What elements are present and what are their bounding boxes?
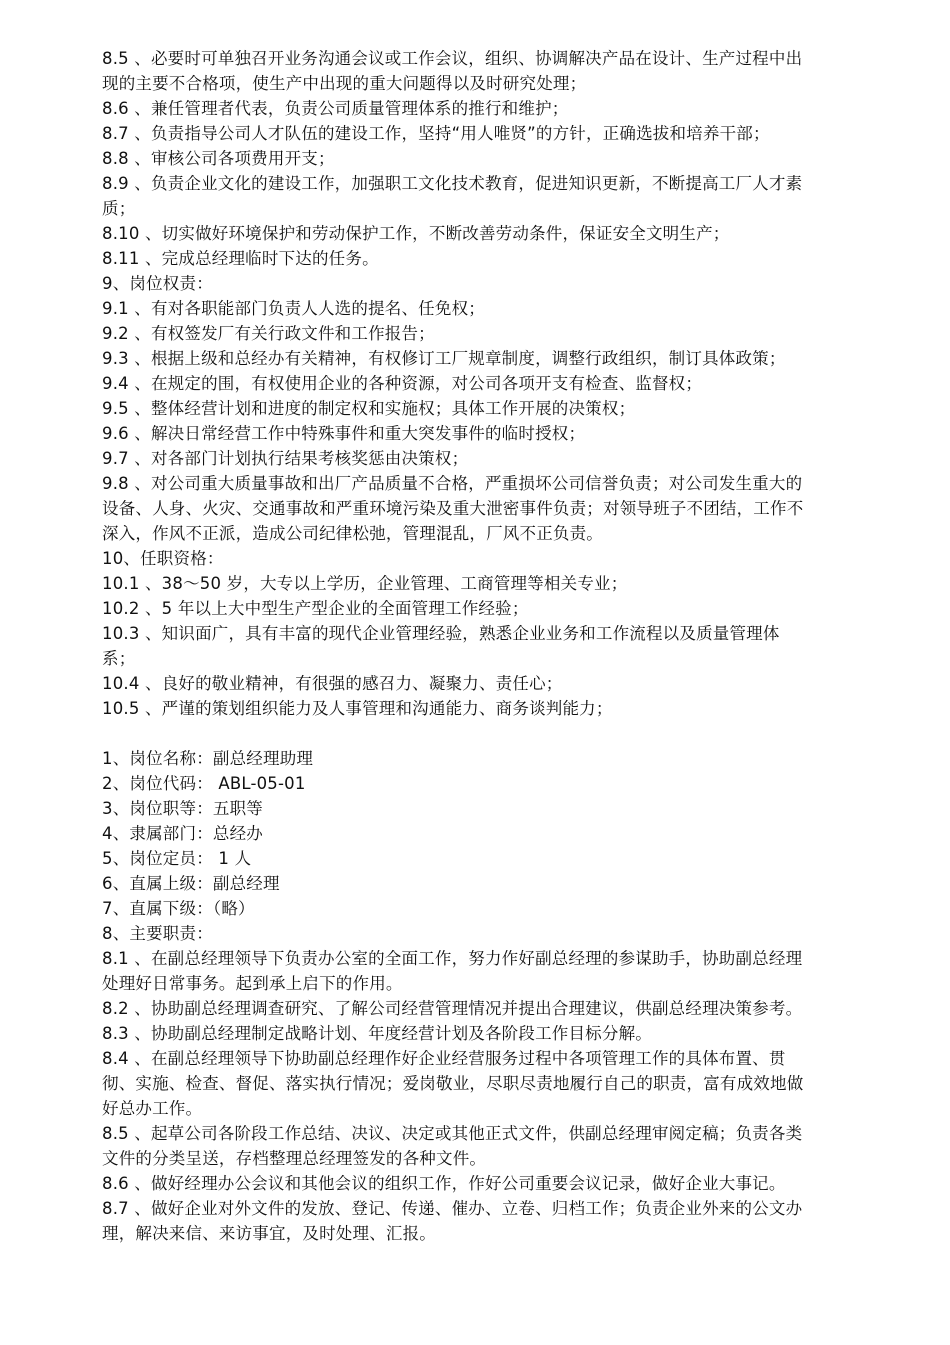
paragraph: 9.8 、对公司重大质量事故和出厂产品质量不合格，严重损坏公司信誉负责；对公司发生重大的设备、人身、火灾、交通事故和严重环境污染及重大泄密事件负责；对领导班子不团结，工作不深入，作风不正派，造成公司纪律松弛，管理混乱，厂风不正负责。 bbox=[102, 474, 804, 543]
field-direct-superior: 6、直属上级：副总经理 bbox=[102, 874, 280, 893]
field-direct-subordinate: 7、直属下级：（略） bbox=[102, 899, 255, 918]
paragraph: 10.1 、38～50 岁，大专以上学历，企业管理、工商管理等相关专业； bbox=[102, 574, 628, 593]
paragraph: 8.10 、切实做好环境保护和劳动保护工作，不断改善劳动条件，保证安全文明生产； bbox=[102, 224, 730, 243]
field-position-name: 1、岗位名称：副总经理助理 bbox=[102, 749, 314, 768]
field-department: 4、隶属部门：总经办 bbox=[102, 824, 263, 843]
paragraph: 9.5 、整体经营计划和进度的制定权和实施权；具体工作开展的决策权； bbox=[102, 399, 636, 418]
paragraph: 8.5 、必要时可单独召开业务沟通会议或工作会议，组织、协调解决产品在设计、生产过程中出现的主要不合格项，使生产中出现的重大问题得以及时研究处理； bbox=[102, 49, 803, 93]
paragraph: 10.2 、5 年以上大中型生产型企业的全面管理工作经验； bbox=[102, 599, 529, 618]
paragraph: 8.6 、兼任管理者代表，负责公司质量管理体系的推行和维护； bbox=[102, 99, 569, 118]
paragraph: 9.1 、有对各职能部门负责人人选的提名、任免权； bbox=[102, 299, 485, 318]
section-general-manager-duties bbox=[102, 46, 804, 721]
paragraph: 8.11 、完成总经理临时下达的任务。 bbox=[102, 249, 379, 268]
section-spacer bbox=[102, 721, 804, 746]
field-headcount: 5、岗位定员： 1 人 bbox=[102, 849, 252, 868]
paragraph: 8.2 、协助副总经理调查研究、了解公司经营管理情况并提出合理建议，供副总经理决策参考。 bbox=[102, 999, 803, 1018]
paragraph: 8.5 、起草公司各阶段工作总结、决议、决定或其他正式文件，供副总经理审阅定稿；负责各类文件的分类呈送，存档整理总经理签发的各种文件。 bbox=[102, 1124, 803, 1168]
field-position-code: 2、岗位代码： ABL-05-01 bbox=[102, 774, 306, 793]
section-assistant-position bbox=[102, 746, 804, 1246]
document-page bbox=[102, 46, 804, 1246]
section-heading: 9、岗位权责： bbox=[102, 274, 213, 293]
paragraph: 10.5 、严谨的策划组织能力及人事管理和沟通能力、商务谈判能力； bbox=[102, 699, 613, 718]
paragraph: 10.3 、知识面广，具有丰富的现代企业管理经验，熟悉企业业务和工作流程以及质量管理体系； bbox=[102, 624, 780, 668]
paragraph: 9.2 、有权签发厂有关行政文件和工作报告； bbox=[102, 324, 435, 343]
paragraph: 9.7 、对各部门计划执行结果考核奖惩由决策权； bbox=[102, 449, 469, 468]
paragraph: 8.4 、在副总经理领导下协助副总经理作好企业经营服务过程中各项管理工作的具体布置、贯彻、实施、检查、督促、落实执行情况；爱岗敬业，尽职尽责地履行自己的职责，富有成效地做好总办工作。 bbox=[102, 1049, 804, 1118]
paragraph: 9.3 、根据上级和总经办有关精神，有权修订工厂规章制度，调整行政组织，制订具体政策； 9.4 、在规定的围，有权使用企业的各种资源，对公司各项开支有检查、监督权； bbox=[102, 349, 786, 393]
paragraph: 8.1 、在副总经理领导下负责办公室的全面工作，努力作好副总经理的参谋助手，协助副总经理处理好日常事务。起到承上启下的作用。 bbox=[102, 949, 803, 993]
section-heading: 8、主要职责： bbox=[102, 924, 213, 943]
paragraph: 8.7 、做好企业对外文件的发放、登记、传递、催办、立卷、归档工作；负责企业外来的公文办理，解决来信、来访事宜，及时处理、汇报。 bbox=[102, 1199, 803, 1243]
paragraph: 8.6 、做好经理办公会议和其他会议的组织工作，作好公司重要会议记录，做好企业大事记。 bbox=[102, 1174, 786, 1193]
paragraph: 9.6 、解决日常经营工作中特殊事件和重大突发事件的临时授权； bbox=[102, 424, 586, 443]
paragraph: 10.4 、良好的敬业精神，有很强的感召力、凝聚力、责任心； bbox=[102, 674, 563, 693]
paragraph: 8.3 、协助副总经理制定战略计划、年度经营计划及各阶段工作目标分解。 bbox=[102, 1024, 652, 1043]
section-heading: 10、任职资格： bbox=[102, 549, 224, 568]
field-position-grade: 3、岗位职等：五职等 bbox=[102, 799, 263, 818]
paragraph: 8.7 、负责指导公司人才队伍的建设工作，坚持“用人唯贤”的方针，正确选拔和培养干部； bbox=[102, 124, 770, 143]
paragraph: 8.9 、负责企业文化的建设工作，加强职工文化技术教育，促进知识更新，不断提高工厂人才素质； bbox=[102, 174, 803, 218]
paragraph: 8.8 、审核公司各项费用开支； bbox=[102, 149, 335, 168]
